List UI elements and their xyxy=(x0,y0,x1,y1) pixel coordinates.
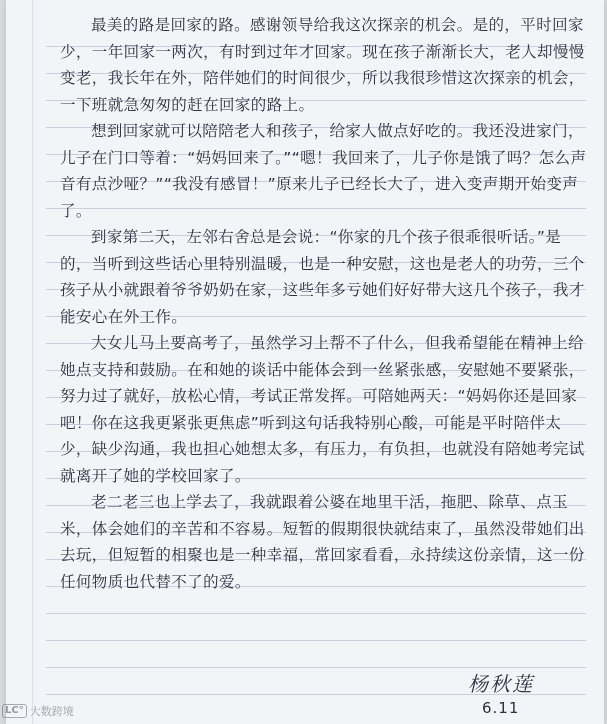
letter-paragraph-3: 到家第二天，左邻右舍总是会说：“你家的几个孩子很乖很听话。”是的，当听到这些话心里特别温暖，也是一种安慰，这也是老人的功劳，三个孩子从小就跟着爷爷奶奶在家，这些年多亏她们好好带大这几个孩子，我才能安心在外工作。 xyxy=(60,228,585,326)
ruled-line xyxy=(46,613,586,614)
watermark-logo-icon: LC° xyxy=(2,704,27,718)
ruled-line xyxy=(46,640,586,641)
letter-date: 6.11 xyxy=(482,699,520,717)
letter-paragraph-2: 想到回家就可以陪陪老人和孩子，给家人做点好吃的。我还没进家门，儿子在门口等着：“妈妈回来了。”“嗯！我回来了，儿子你是饿了吗？怎么声音有点沙哑？”“我没有感冒！”原来儿子已经长大了，进入变声期开始变声了。 xyxy=(60,122,587,220)
letter-paragraph-5: 老二老三也上学去了，我就跟着公婆在地里干活，拖肥、除草、点玉米，体会她们的辛苦和不容易。短暂的假期很快就结束了，虽然没带她们出去玩，但短暂的相聚也是一种幸福，常回家看看，永持续这份亲情，这一份任何物质也代替不了的爱。 xyxy=(60,493,585,591)
letter-paper xyxy=(6,0,604,724)
paper-margin-line xyxy=(32,0,33,724)
watermark-text: 大数跨境 xyxy=(29,705,74,718)
letter-paragraph-4: 大女儿马上要高考了，虽然学习上帮不了什么，但我希望能在精神上给她点支持和鼓励。在和她的谈话中能体会到一丝紧张感，安慰她不要紧张，努力过了就好，放松心情，考试正常发挥。可陪她两天：“妈妈你还是回家吧！你在这我更紧张更焦虑”听到这句话我特别心酸，可能是平时陪伴太少，缺少沟通，我也担心她想太多，有压力，有负担，也就没有陪她考完试就离开了她的学校回家了。 xyxy=(60,334,585,485)
letter-signature: 杨秋莲 xyxy=(468,672,534,696)
letter-body xyxy=(60,12,590,595)
letter-paragraph-1: 最美的路是回家的路。感谢领导给我这次探亲的机会。是的，平时回家少，一年回家一两次，有时到过年才回家。现在孩子渐渐长大，老人却慢慢变老，我长年在外，陪伴她们的时间很少，所以我很珍惜这次探亲的机会，一下班就急匆匆的赶在回家的路上。 xyxy=(60,16,585,114)
watermark xyxy=(2,703,74,719)
